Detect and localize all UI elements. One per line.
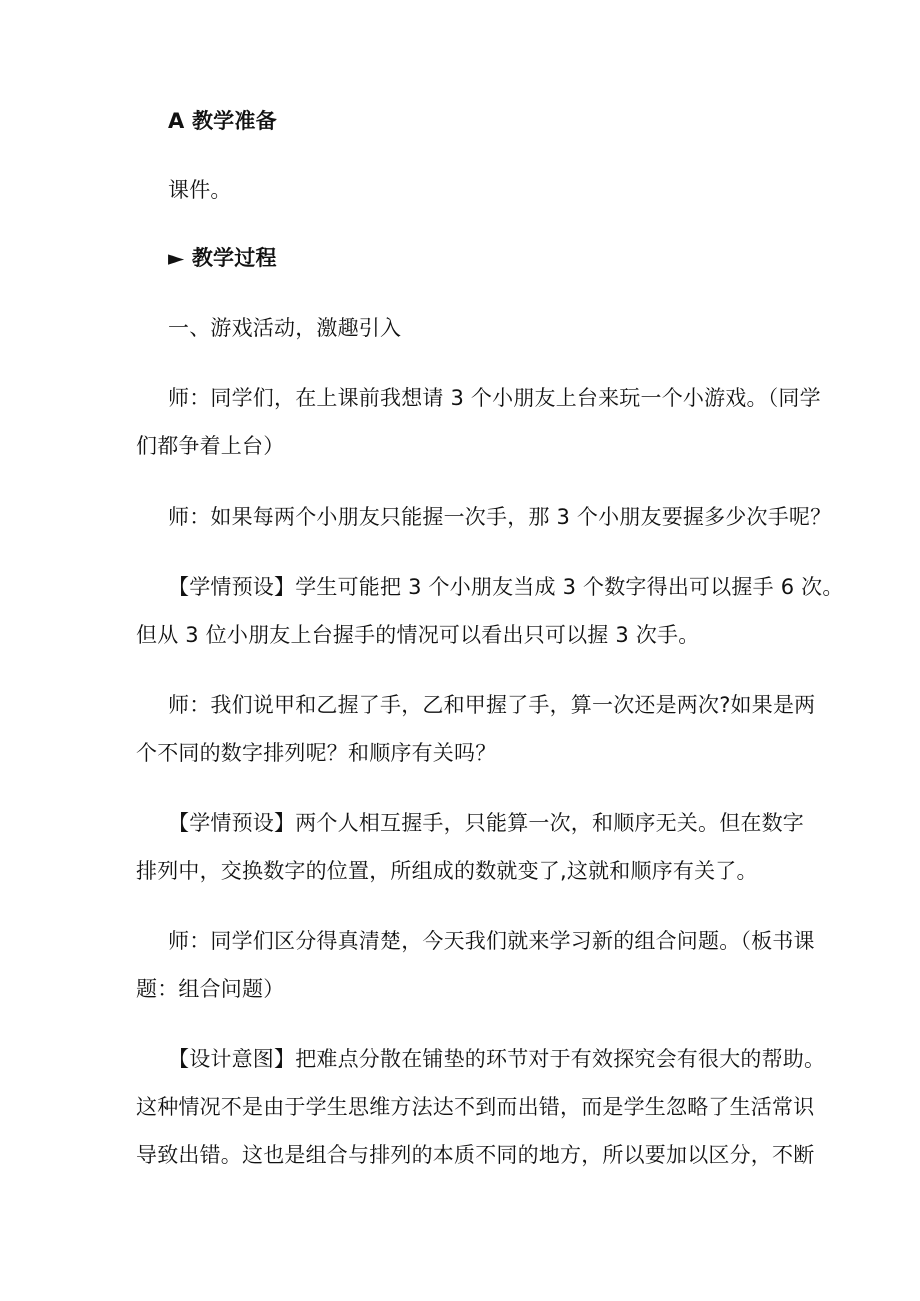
paragraph-7-line-1: 【设计意图】把难点分散在铺垫的环节对于有效探究会有很大的帮助。 (168, 1047, 826, 1071)
heading-teaching-preparation: A 教学准备 (168, 109, 277, 133)
paragraph-1-line-2: 们都争着上台） (136, 434, 285, 458)
paragraph-3-line-1: 【学情预设】学生可能把 3 个小朋友当成 3 个数字得出可以握手 6 次。 (168, 575, 844, 599)
paragraph-4-line-2: 个不同的数字排列呢？和顺序有关吗？ (136, 741, 497, 765)
paragraph-5-line-2: 排列中，交换数字的位置，所组成的数就变了,这就和顺序有关了。 (136, 859, 758, 883)
paragraph-7-line-2: 这种情况不是由于学生思维方法达不到而出错，而是学生忽略了生活常识 (136, 1095, 815, 1119)
paragraph-2-line-1: 师：如果每两个小朋友只能握一次手，那 3 个小朋友要握多少次手呢？ (168, 505, 832, 529)
paragraph-5-line-1: 【学情预设】两个人相互握手，只能算一次，和顺序无关。但在数字 (168, 811, 804, 835)
paragraph-7-line-3: 导致出错。这也是组合与排列的本质不同的地方，所以要加以区分，不断 (136, 1143, 815, 1167)
section-title-game-activity: 一、游戏活动，激趣引入 (168, 316, 402, 340)
paragraph-6-line-1: 师：同学们区分得真清楚，今天我们就来学习新的组合问题。（板书课 (168, 929, 815, 953)
paragraph-3-line-2: 但从 3 位小朋友上台握手的情况可以看出只可以握 3 次手。 (136, 623, 700, 647)
heading-teaching-process: ► 教学过程 (168, 246, 277, 270)
preparation-text: 课件。 (168, 178, 232, 202)
paragraph-6-line-2: 题：组合问题） (136, 977, 285, 1001)
paragraph-4-line-1: 师：我们说甲和乙握了手，乙和甲握了手，算一次还是两次?如果是两 (168, 693, 816, 717)
paragraph-1-line-1: 师：同学们，在上课前我想请 3 个小朋友上台来玩一个小游戏。（同学 (168, 386, 821, 410)
